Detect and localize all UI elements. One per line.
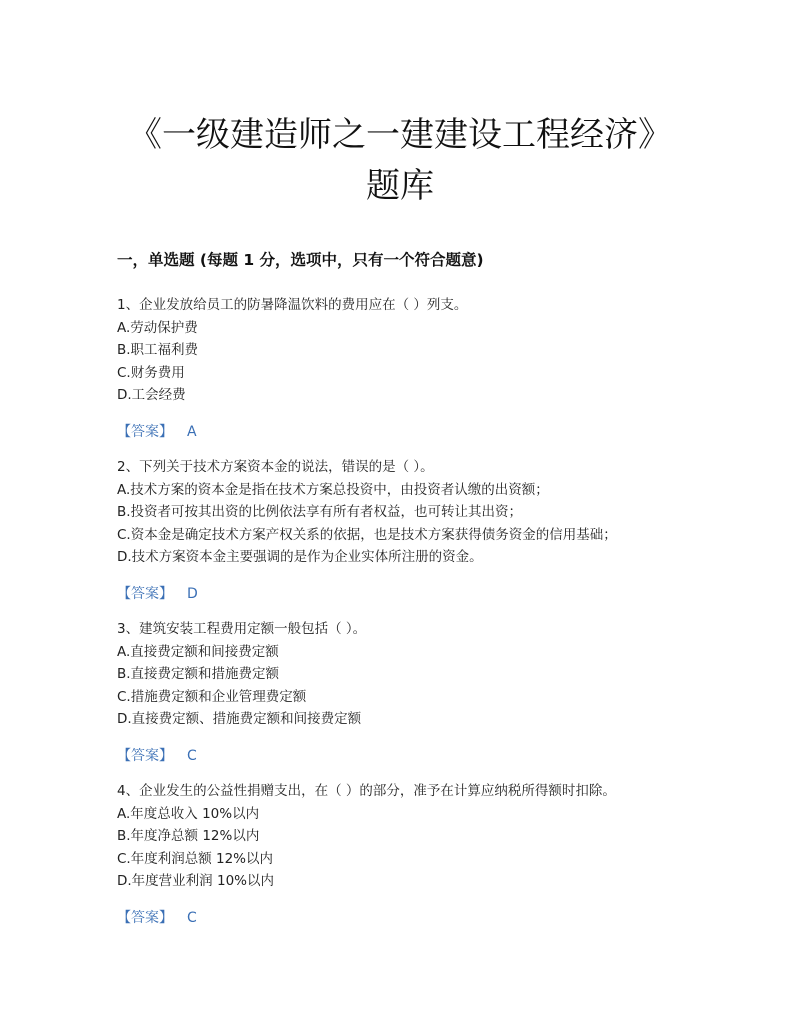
question-option-b: B.直接费定额和措施费定额 bbox=[117, 666, 280, 682]
question-option-d: D.技术方案资本金主要强调的是作为企业实体所注册的资金。 bbox=[117, 549, 483, 565]
question-option-c: C.年度利润总额 12%以内 bbox=[117, 850, 274, 867]
question-option-c: C.措施费定额和企业管理费定额 bbox=[117, 688, 307, 705]
question-option-a: A.年度总收入 10%以内 bbox=[117, 805, 260, 822]
answer-value: D bbox=[187, 585, 198, 602]
question-option-b: B.投资者可按其出资的比例依法享有所有者权益，也可转让其出资； bbox=[117, 504, 523, 520]
answer-label: 【答案】 bbox=[117, 909, 173, 926]
question-1 bbox=[117, 294, 717, 443]
answer-label: 【答案】 bbox=[117, 585, 173, 602]
question-option-c: C.财务费用 bbox=[117, 364, 185, 381]
question-option-b: B.职工福利费 bbox=[117, 342, 199, 358]
question-option-b: B.年度净总额 12%以内 bbox=[117, 828, 260, 844]
question-3 bbox=[117, 618, 717, 767]
answer-value: A bbox=[187, 423, 197, 440]
question-2 bbox=[117, 456, 717, 605]
answer-line bbox=[117, 745, 717, 767]
question-option-a: A.劳动保护费 bbox=[117, 319, 198, 336]
answer-label: 【答案】 bbox=[117, 423, 173, 440]
answer-line bbox=[117, 583, 717, 605]
question-option-d: D.直接费定额、措施费定额和间接费定额 bbox=[117, 711, 362, 727]
question-stem: 1、企业发放给员工的防暑降温饮料的费用应在（ ）列支。 bbox=[117, 297, 468, 313]
question-option-c: C.资本金是确定技术方案产权关系的依据，也是技术方案获得债务资金的信用基础； bbox=[117, 526, 617, 543]
question-4 bbox=[117, 780, 717, 929]
document-title-line2: 题库 bbox=[366, 166, 434, 206]
answer-value: C bbox=[187, 747, 197, 764]
question-stem: 3、建筑安装工程费用定额一般包括（ ）。 bbox=[117, 621, 367, 637]
question-stem: 2、下列关于技术方案资本金的说法，错误的是（ ）。 bbox=[117, 459, 434, 475]
answer-label: 【答案】 bbox=[117, 747, 173, 764]
question-option-d: D.工会经费 bbox=[117, 387, 186, 403]
answer-line bbox=[117, 421, 717, 443]
answer-value: C bbox=[187, 909, 197, 926]
question-option-a: A.技术方案的资本金是指在技术方案总投资中，由投资者认缴的出资额； bbox=[117, 481, 549, 498]
section-heading: 一，单选题 (每题 1 分，选项中，只有一个符合题意) bbox=[117, 251, 484, 269]
question-option-d: D.年度营业利润 10%以内 bbox=[117, 873, 274, 889]
document-title-line1: 《一级建造师之一建建设工程经济》 bbox=[128, 115, 672, 155]
question-stem: 4、企业发生的公益性捐赠支出，在（ ）的部分，准予在计算应纳税所得额时扣除。 bbox=[117, 783, 616, 799]
question-option-a: A.直接费定额和间接费定额 bbox=[117, 643, 279, 660]
answer-line bbox=[117, 907, 717, 929]
